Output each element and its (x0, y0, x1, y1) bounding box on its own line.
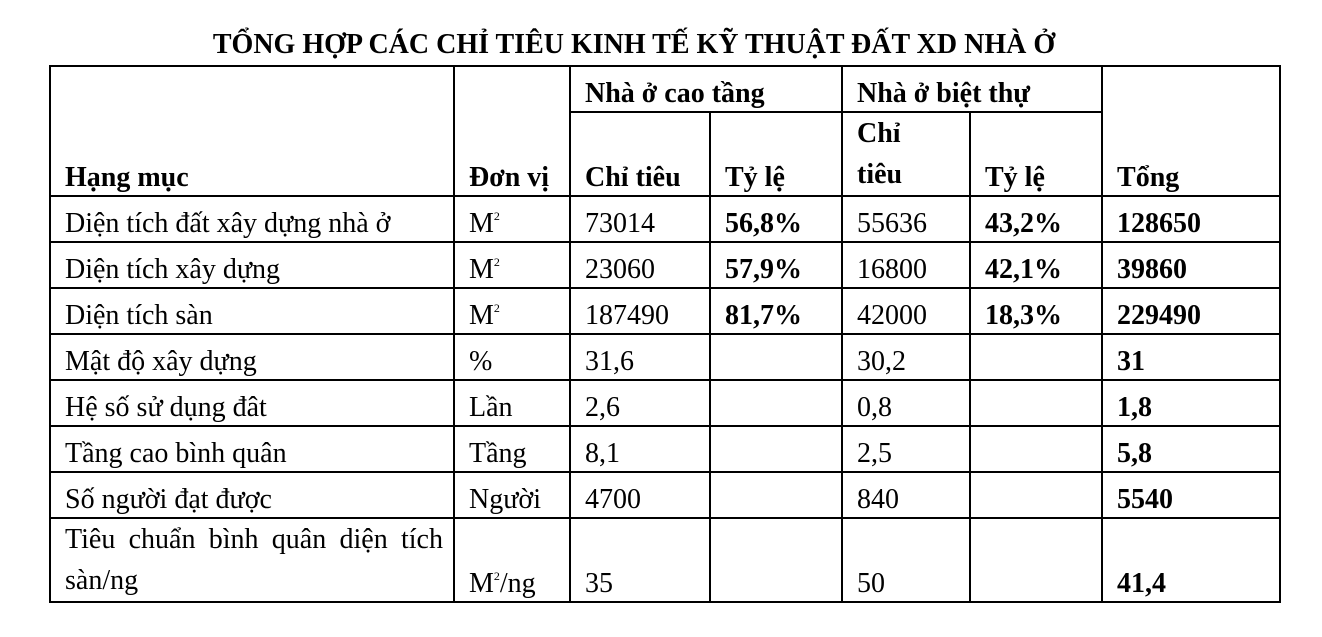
header-group-high-rise: Nhà ở cao tầng (570, 66, 842, 112)
row-high-rise-value: 73014 (570, 196, 710, 242)
row-villa-ratio: 43,2% (970, 196, 1102, 242)
table-row (50, 334, 1280, 380)
row-unit: $M^2/ng$ (454, 518, 570, 602)
row-unit: $M^2$ (454, 288, 570, 334)
row-category: Tiêu chuẩn bình quân diện tích sàn/ng (50, 518, 454, 602)
row-villa-ratio (970, 518, 1102, 602)
row-villa-value: 42000 (842, 288, 970, 334)
row-category: Diện tích xây dựng (50, 242, 454, 288)
header-total: Tổng (1102, 66, 1280, 196)
header-row-groups (50, 66, 1280, 112)
row-high-rise-value: 4700 (570, 472, 710, 518)
row-total: 1,8 (1102, 380, 1280, 426)
row-villa-ratio (970, 334, 1102, 380)
row-high-rise-value: 8,1 (570, 426, 710, 472)
row-high-rise-value: 31,6 (570, 334, 710, 380)
header-ratio-villa: Tỷ lệ (970, 112, 1102, 196)
indicator-table (49, 65, 1281, 603)
table-row (50, 242, 1280, 288)
row-category: Diện tích sàn (50, 288, 454, 334)
header-ratio-high-rise: Tỷ lệ (710, 112, 842, 196)
row-total: 39860 (1102, 242, 1280, 288)
table-row (50, 472, 1280, 518)
row-high-rise-value: 23060 (570, 242, 710, 288)
row-high-rise-ratio: 81,7% (710, 288, 842, 334)
page-title: TỔNG HỢP CÁC CHỈ TIÊU KINH TẾ KỸ THUẬT ĐẤT XD NHÀ Ở (212, 29, 1056, 60)
row-unit: Người (454, 472, 570, 518)
table-row (50, 518, 1280, 602)
row-high-rise-ratio (710, 334, 842, 380)
row-villa-ratio (970, 380, 1102, 426)
header-group-villa: Nhà ở biệt thự (842, 66, 1102, 112)
row-villa-ratio (970, 472, 1102, 518)
row-villa-value: 840 (842, 472, 970, 518)
row-total: 31 (1102, 334, 1280, 380)
row-high-rise-ratio (710, 426, 842, 472)
row-category: Mật độ xây dựng (50, 334, 454, 380)
row-high-rise-ratio (710, 380, 842, 426)
row-villa-ratio (970, 426, 1102, 472)
row-villa-value: 16800 (842, 242, 970, 288)
header-unit: Đơn vị (454, 66, 570, 196)
row-high-rise-value: 35 (570, 518, 710, 602)
row-unit: % (454, 334, 570, 380)
row-total: 5540 (1102, 472, 1280, 518)
table-row (50, 196, 1280, 242)
row-high-rise-ratio (710, 518, 842, 602)
row-high-rise-ratio: 57,9% (710, 242, 842, 288)
row-total: 41,4 (1102, 518, 1280, 602)
row-category: Số người đạt được (50, 472, 454, 518)
row-villa-value: 2,5 (842, 426, 970, 472)
row-total: 5,8 (1102, 426, 1280, 472)
row-total: 229490 (1102, 288, 1280, 334)
table-row (50, 426, 1280, 472)
table-row (50, 288, 1280, 334)
row-high-rise-ratio: 56,8% (710, 196, 842, 242)
row-unit: Lần (454, 380, 570, 426)
row-high-rise-value: 187490 (570, 288, 710, 334)
row-category: Hệ số sử dụng đât (50, 380, 454, 426)
row-total: 128650 (1102, 196, 1280, 242)
header-category: Hạng mục (50, 66, 454, 196)
header-indicator-villa: Chỉ tiêu (842, 112, 970, 196)
header-indicator-high-rise: Chỉ tiêu (570, 112, 710, 196)
row-villa-value: 55636 (842, 196, 970, 242)
row-high-rise-value: 2,6 (570, 380, 710, 426)
row-villa-value: 30,2 (842, 334, 970, 380)
row-villa-value: 0,8 (842, 380, 970, 426)
row-unit: $M^2$ (454, 242, 570, 288)
row-villa-ratio: 18,3% (970, 288, 1102, 334)
row-unit: Tầng (454, 426, 570, 472)
row-category: Diện tích đất xây dựng nhà ở (50, 196, 454, 242)
row-villa-ratio: 42,1% (970, 242, 1102, 288)
row-villa-value: 50 (842, 518, 970, 602)
table-row (50, 380, 1280, 426)
row-high-rise-ratio (710, 472, 842, 518)
row-unit: $M^2$ (454, 196, 570, 242)
row-category: Tầng cao bình quân (50, 426, 454, 472)
